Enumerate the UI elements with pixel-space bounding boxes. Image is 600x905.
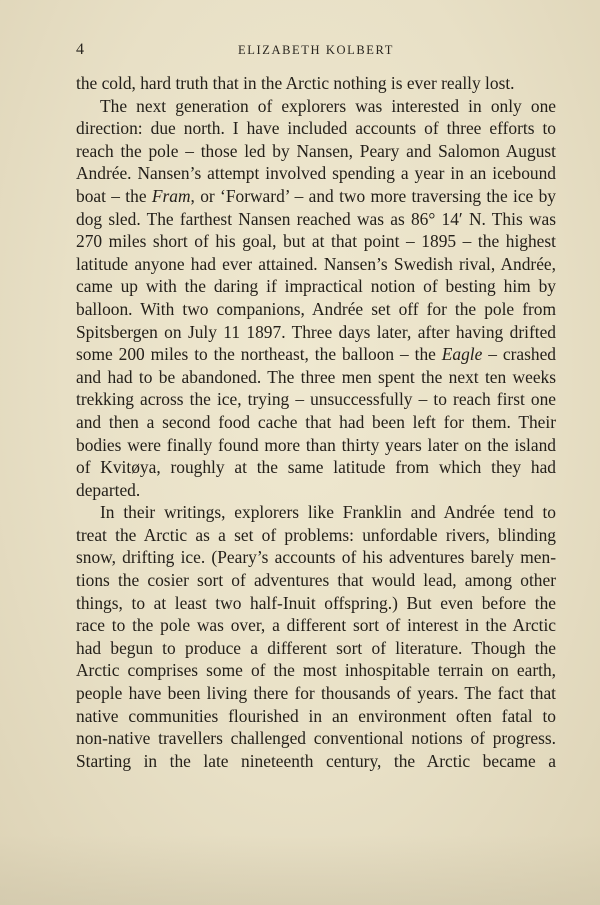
text-line: treat the Arctic as a set of problems: unfordable rivers, blinding: [76, 524, 556, 545]
text-line: latitude anyone had ever attained. Nansen’s Swedish rival, Andrée,: [76, 253, 556, 274]
text-line: non-native travellers challenged conventional notions of progress.: [76, 728, 556, 749]
text-line: balloon. With two companions, Andrée set off for the pole from: [76, 298, 556, 319]
page-shadow: [0, 835, 600, 905]
text-line: tions the cosier sort of adventures that would lead, among other: [76, 570, 556, 591]
text-line: and then a second food cache that had been left for them. Their: [76, 411, 556, 432]
text-line: had begun to produce a different sort of literature. Though the: [76, 637, 556, 658]
running-header: [76, 38, 556, 62]
text-line: the cold, hard truth that in the Arctic nothing is ever really lost.: [76, 73, 515, 93]
text-line: Arctic comprises some of the most inhospitable terrain on earth,: [76, 660, 556, 681]
text-line: and had to be abandoned. The three men spent the next ten weeks: [76, 366, 556, 387]
text-line: departed.: [76, 479, 141, 500]
text-line: bodies were finally found more than thirty years later on the island: [76, 434, 556, 455]
text-line: In their writings, explorers like Franklin and Andrée tend to: [100, 502, 556, 523]
body-text: [76, 72, 556, 772]
text-line: snow, drifting ice. (Peary’s accounts of his adventures barely men-: [76, 547, 556, 568]
text-line: 270 miles short of his goal, but at that point – 1895 – the highest: [76, 231, 556, 252]
text-line: direction: due north. I have included accounts of three efforts to: [76, 118, 556, 139]
text-line: The next generation of explorers was interested in only one: [100, 95, 556, 116]
text-line: Andrée. Nansen’s attempt involved spending a year in an icebound: [76, 163, 556, 184]
text-line: people have been living there for thousands of years. The fact that: [76, 683, 556, 704]
text-line: of Kvitøya, roughly at the same latitude from which they had: [76, 457, 556, 478]
page-number: 4: [76, 41, 84, 58]
text-line: trekking across the ice, trying – unsuccessfully – to reach first one: [76, 389, 556, 410]
text-line: native communities flourished in an environment often fatal to: [76, 705, 556, 726]
text-line: dog sled. The farthest Nansen reached was as 86° 14′ N. This was: [76, 208, 556, 229]
text-line: came up with the daring if impractical notion of besting him by: [76, 276, 556, 297]
text-line: reach the pole – those led by Nansen, Peary and Salomon August: [76, 140, 556, 161]
text-line: Spitsbergen on July 11 1897. Three days later, after having drifted: [76, 321, 556, 342]
text-line: boat – the Fram, or ‘Forward’ – and two more traversing the ice by: [76, 185, 556, 206]
text-line: Starting in the late nineteenth century, the Arctic became a: [76, 750, 556, 771]
running-title: ELIZABETH KOLBERT: [238, 43, 394, 57]
text-line: race to the pole was over, a different sort of interest in the Arctic: [76, 615, 556, 636]
text-line: some 200 miles to the northeast, the balloon – the Eagle – crashed: [76, 344, 556, 365]
text-line: things, to at least two half-Inuit offspring.) But even before the: [76, 592, 556, 613]
